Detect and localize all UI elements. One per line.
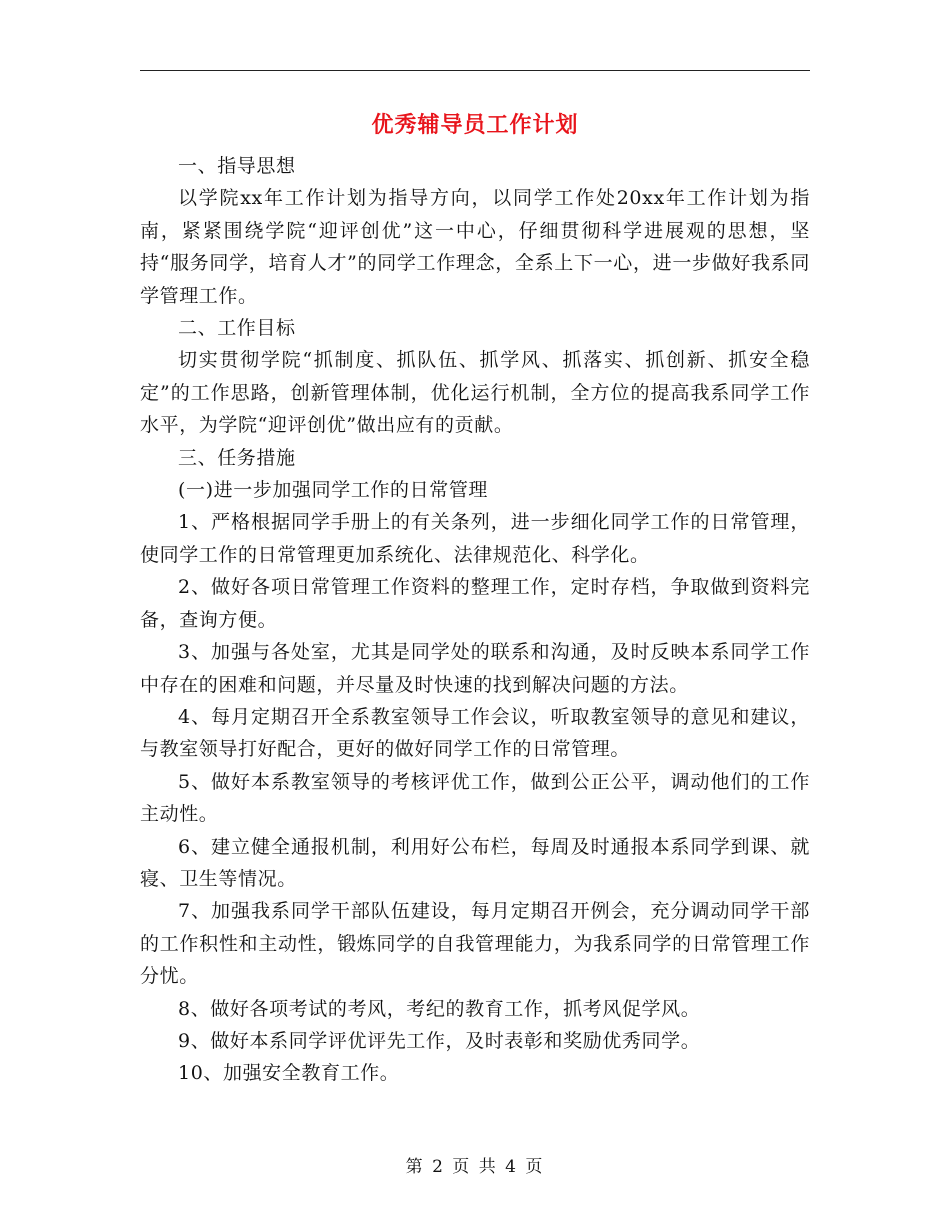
list-item: 3、加强与各处室，尤其是同学处的联系和沟通，及时反映本系同学工作中存在的困难和问题，并尽量及时快速的找到解决问题的方法。 xyxy=(140,641,810,696)
document-body xyxy=(140,150,810,1090)
subsection-heading: (一)进一步加强同学工作的日常管理 xyxy=(178,479,489,502)
list-item: 9、做好本系同学评优评先工作，及时表彰和奖励优秀同学。 xyxy=(178,1029,701,1052)
list-item: 2、做好各项日常管理工作资料的整理工作，定时存档，争取做到资料完备，查询方便。 xyxy=(140,576,810,631)
list-item: 7、加强我系同学干部队伍建设，每月定期召开例会，充分调动同学干部的工作积性和主动性，锻炼同学的自我管理能力，为我系同学的日常管理工作分忧。 xyxy=(140,900,810,988)
section-heading: 一、指导思想 xyxy=(178,155,296,177)
list-item: 5、做好本系教室领导的考核评优工作，做到公正公平，调动他们的工作主动性。 xyxy=(140,770,810,826)
list-item: 8、做好各项考试的考风，考纪的教育工作，抓考风促学风。 xyxy=(178,997,701,1020)
page-number-footer: 第 2 页 共 4 页 xyxy=(405,1157,545,1177)
list-item: 6、建立健全通报机制，利用好公布栏，每周及时通报本系同学到课、就寝、卫生等情况。 xyxy=(140,835,810,890)
list-item: 1、严格根据同学手册上的有关条列，进一步细化同学工作的日常管理，使同学工作的日常管理更加系统化、法律规范化、科学化。 xyxy=(140,511,810,566)
paragraph: 以学院xx年工作计划为指导方向，以同学工作处20xx年工作计划为指南，紧紧围绕学院“迎评创优”这一中心，仔细贯彻科学进展观的思想，坚持“服务同学，培育人才”的同学工作理念，全系上下一心，进一步做好我系同学管理工作。 xyxy=(140,187,810,307)
document-title: 优秀辅导员工作计划 xyxy=(371,112,579,138)
header-rule xyxy=(140,70,810,71)
section-heading: 三、任务措施 xyxy=(178,446,296,469)
section-heading: 二、工作目标 xyxy=(178,317,296,340)
paragraph: 切实贯彻学院“抓制度、抓队伍、抓学风、抓落实、抓创新、抓安全稳定”的工作思路，创新管理体制，优化运行机制，全方位的提高我系同学工作水平，为学院“迎评创优”做出应有的贡献。 xyxy=(140,349,810,437)
list-item: 10、加强安全教育工作。 xyxy=(178,1062,400,1085)
list-item: 4、每月定期召开全系教室领导工作会议，听取教室领导的意见和建议，与教室领导打好配合，更好的做好同学工作的日常管理。 xyxy=(140,705,810,761)
